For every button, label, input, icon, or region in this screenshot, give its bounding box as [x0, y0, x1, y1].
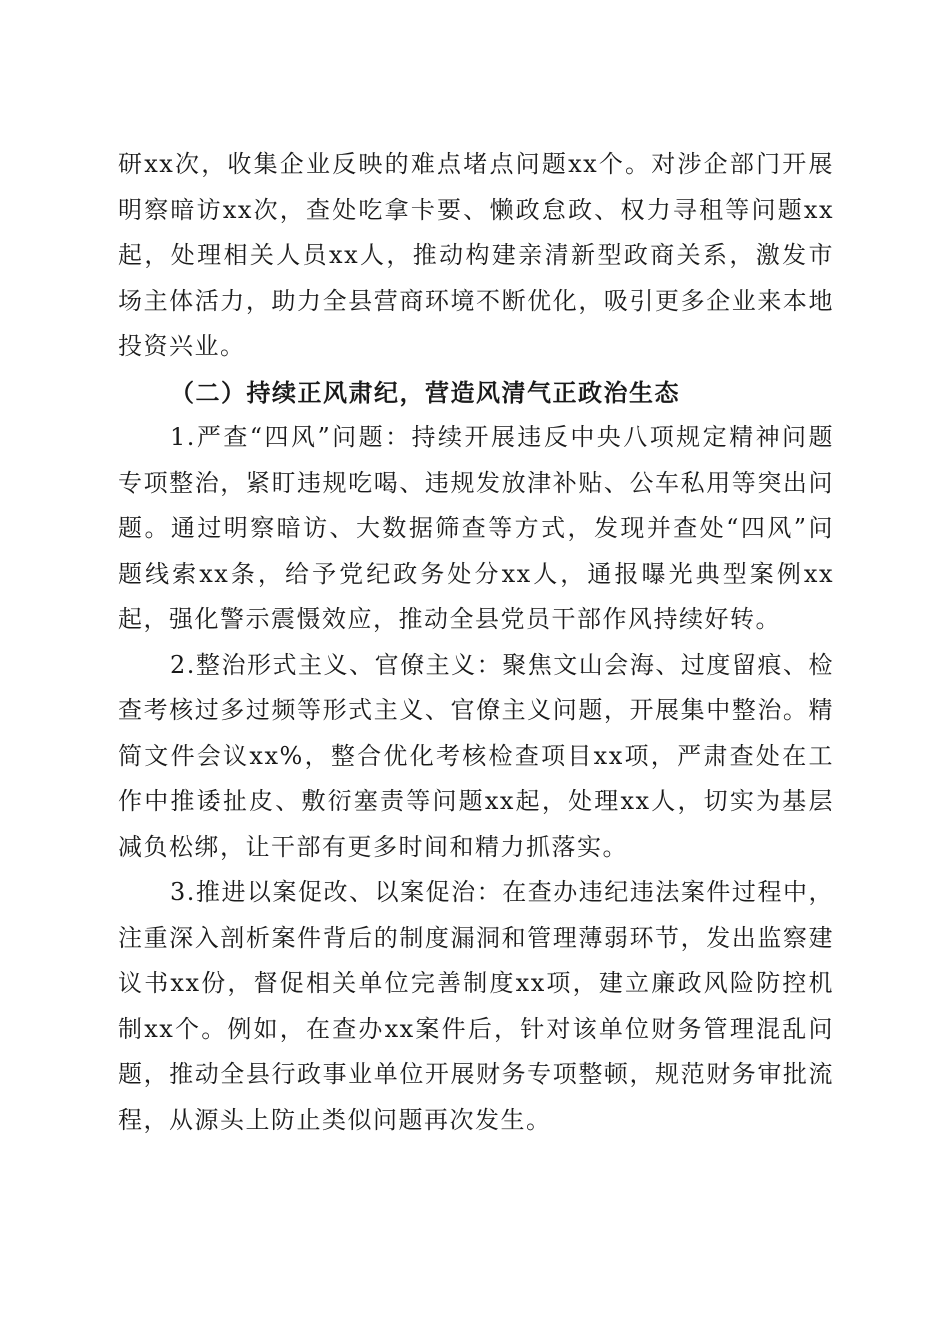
- paragraph-continued: 研xx次，收集企业反映的难点堵点问题xx个。对涉企部门开展明察暗访xx次，查处吃拿卡要、懒政怠政、权力寻租等问题xx起，处理相关人员xx人，推动构建亲清新型政商关系，激发市场主体活力，助力全县营商环境不断优化，吸引更多企业来本地投资兴业。: [118, 150, 834, 360]
- paragraph-item-2: 2.整治形式主义、官僚主义：聚焦文山会海、过度留痕、检查考核过多过频等形式主义、官僚主义问题，开展集中整治。精简文件会议xx%，整合优化考核检查项目xx项，严肃查处在工作中推诿扯皮、敷衍塞责等问题xx起，处理xx人，切实为基层减负松绑，让干部有更多时间和精力抓落实。: [118, 650, 834, 861]
- paragraph-item-3: 3.推进以案促改、以案促治：在查办违纪违法案件过程中，注重深入剖析案件背后的制度漏洞和管理薄弱环节，发出监察建议书xx份，督促相关单位完善制度xx项，建立廉政风险防控机制xx个。例如，在查办xx案件后，针对该单位财务管理混乱问题，推动全县行政事业单位开展财务专项整顿，规范财务审批流程，从源头上防止类似问题再次发生。: [118, 878, 834, 1134]
- paragraph-item-1: 1.严查“四风”问题：持续开展违反中央八项规定精神问题专项整治，紧盯违规吃喝、违规发放津补贴、公车私用等突出问题。通过明察暗访、大数据筛查等方式，发现并查处“四风”问题线索xx条，给予党纪政务处分xx人，通报曝光典型案例xx起，强化警示震慑效应，推动全县党员干部作风持续好转。: [118, 423, 834, 633]
- document-body: [118, 142, 834, 1143]
- section-heading: （二）持续正风肃纪，营造风清气正政治生态: [170, 377, 680, 407]
